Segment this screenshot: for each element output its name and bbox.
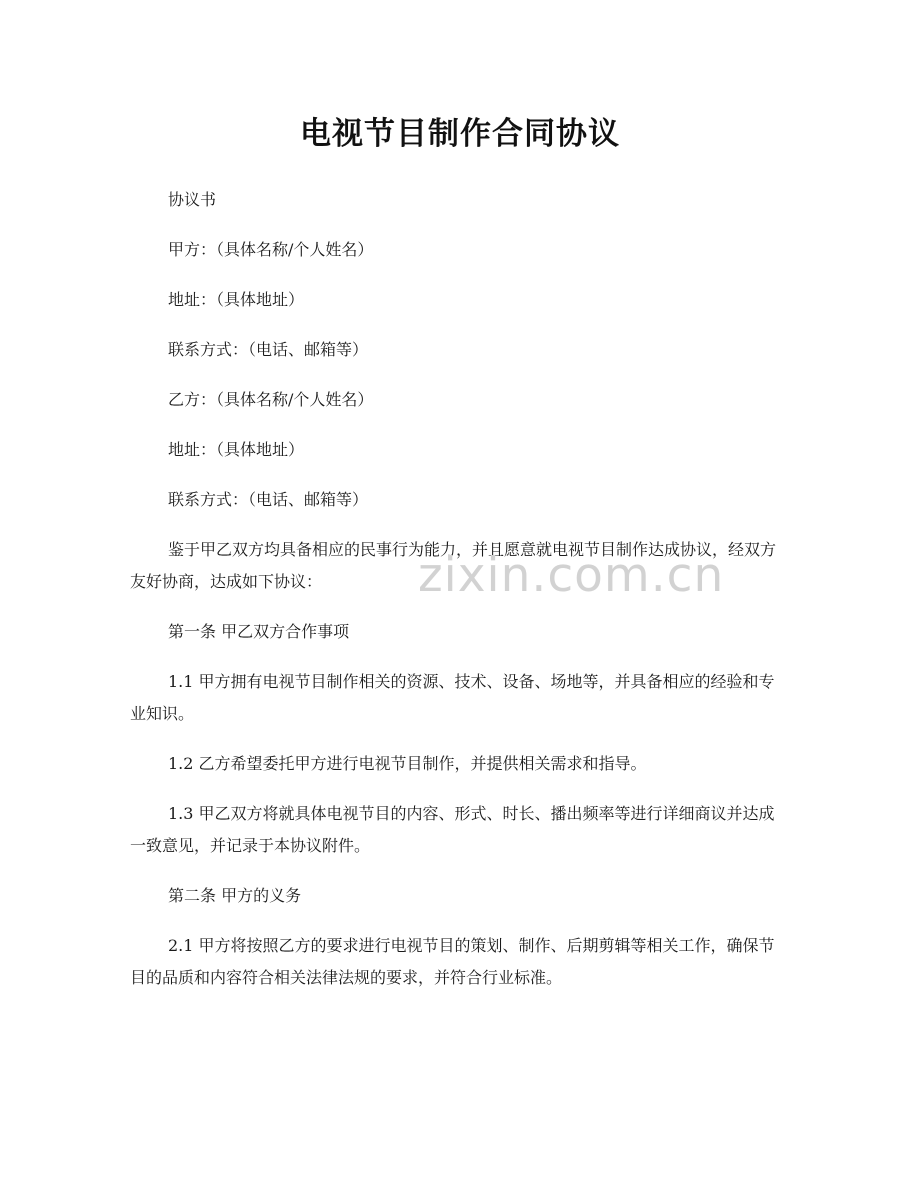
document-title: 电视节目制作合同协议	[300, 116, 620, 152]
para-heading: 协议书	[168, 190, 217, 209]
article-1-heading: 第一条 甲乙双方合作事项	[168, 622, 350, 641]
clause-1-2: 1.2 乙方希望委托甲方进行电视节目制作，并提供相关需求和指导。	[168, 754, 647, 773]
article-2-heading: 第二条 甲方的义务	[168, 886, 302, 905]
clause-1-1: 1.1 甲方拥有电视节目制作相关的资源、技术、设备、场地等，并具备相应的经验和专业知识。	[130, 672, 775, 723]
party-a-name: 甲方：（具体名称/个人姓名）	[168, 240, 374, 259]
watermark-text: zixin.com.cn	[418, 548, 725, 603]
clause-2-1: 2.1 甲方将按照乙方的要求进行电视节目的策划、制作、后期剪辑等相关工作，确保节目的品质和内容符合相关法律法规的要求，并符合行业标准。	[130, 936, 775, 987]
party-a-contact: 联系方式：（电话、邮箱等）	[168, 340, 369, 359]
document-body	[130, 184, 785, 994]
party-b-address: 地址：（具体地址）	[168, 440, 305, 459]
preamble-paragraph: 鉴于甲乙双方均具备相应的民事行为能力，并且愿意就电视节目制作达成协议，经双方友好协商，达成如下协议：	[130, 540, 777, 591]
party-a-address: 地址：（具体地址）	[168, 290, 305, 309]
party-b-name: 乙方：（具体名称/个人姓名）	[168, 390, 374, 409]
clause-1-3: 1.3 甲乙双方将就具体电视节目的内容、形式、时长、播出频率等进行详细商议并达成一致意见，并记录于本协议附件。	[130, 804, 775, 855]
party-b-contact: 联系方式：（电话、邮箱等）	[168, 490, 369, 509]
